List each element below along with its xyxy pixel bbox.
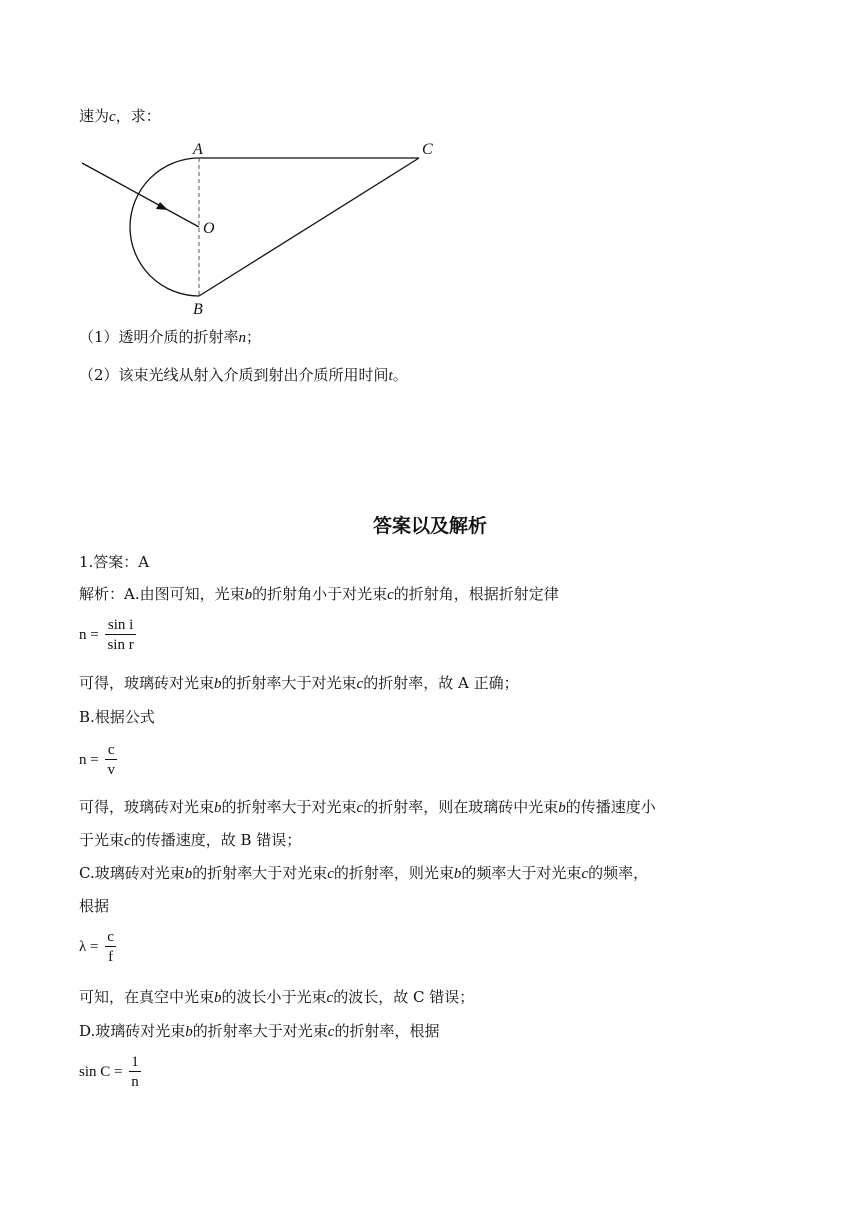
analysis-b-line-1: 可得，玻璃砖对光束b的折射率大于对光束c的折射率，则在玻璃砖中光束b的传播速度小 xyxy=(79,798,656,816)
question-part-2: （2）该束光线从射入介质到射出介质所用时间t。 xyxy=(79,366,408,384)
label-c: C xyxy=(422,141,433,158)
label-b: B xyxy=(193,301,203,318)
question-part-1: （1）透明介质的折射率n； xyxy=(79,328,262,346)
formula-speed: n = $\frac{c}{v}$ xyxy=(79,742,115,778)
conclusion-a: 可得，玻璃砖对光束b的折射率大于对光束c的折射率，故 A 正确； xyxy=(79,674,519,692)
incident-ray xyxy=(82,163,199,227)
analysis-c-line-2: 根据 xyxy=(79,897,110,915)
answer-1: 1.答案：A xyxy=(79,553,150,571)
semicircle-arc xyxy=(130,158,199,296)
analysis-d-line-1: D.玻璃砖对光束b的折射率大于对光束c的折射率，根据 xyxy=(79,1022,440,1040)
conclusion-c: 可知，在真空中光束b的波长小于光束c的波长，故 C 错误； xyxy=(79,988,475,1006)
question-intro: 速为c，求： xyxy=(79,107,161,125)
analysis-a: 解析：A.由图可知，光束b的折射角小于对光束c的折射角，根据折射定律 xyxy=(79,585,559,603)
analysis-b-intro: B.根据公式 xyxy=(79,708,155,726)
analysis-c-line-1: C.玻璃砖对光束b的折射率大于对光束c的折射率，则光束b的频率大于对光束c的频率， xyxy=(79,864,649,882)
ray-arrowhead xyxy=(156,202,168,210)
formula-critical-angle: sin C = $\frac{1}{n}$ xyxy=(79,1054,139,1090)
label-a: A xyxy=(193,141,203,158)
formula-wavelength: λ = $\frac{c}{f}$ xyxy=(79,929,114,965)
analysis-b-line-2: 于光束c的传播速度，故 B 错误； xyxy=(79,831,302,849)
line-bc xyxy=(199,158,419,296)
answers-title: 答案以及解析 xyxy=(372,515,487,537)
label-o: O xyxy=(203,220,215,237)
formula-refraction-law: n = $\frac{\text{sin i}}{\text{sin r}}$ xyxy=(79,617,134,653)
optics-diagram xyxy=(60,138,500,318)
